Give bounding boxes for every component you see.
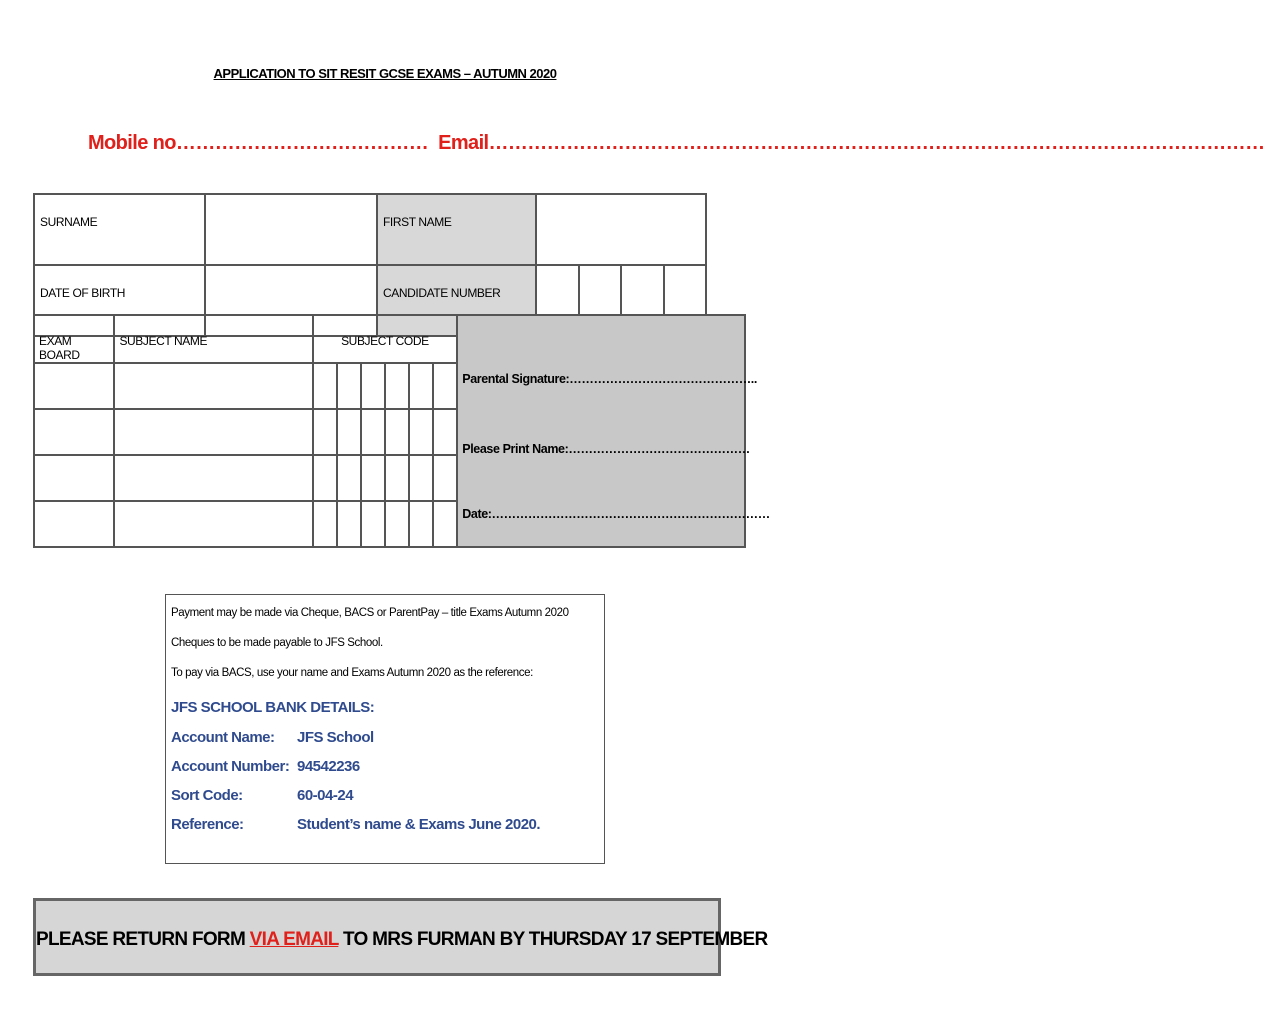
subject-name-input[interactable] — [114, 363, 312, 409]
subject-code-box[interactable] — [385, 363, 409, 409]
form-title: APPLICATION TO SIT RESIT GCSE EXAMS – AUTUMN 2020 — [213, 66, 557, 81]
first-name-label: FIRST NAME — [377, 194, 536, 265]
subject-code-box[interactable] — [409, 363, 433, 409]
exam-board-input[interactable] — [34, 363, 114, 409]
contact-line — [88, 132, 1265, 155]
subject-code-box[interactable] — [337, 501, 361, 547]
account-number-value: 94542236 — [297, 758, 360, 775]
signature-panel — [457, 315, 770, 547]
subject-code-box[interactable] — [361, 363, 385, 409]
subject-code-box[interactable] — [409, 455, 433, 501]
subject-code-box[interactable] — [385, 455, 409, 501]
account-name-value: JFS School — [297, 729, 374, 746]
subject-code-box[interactable] — [313, 363, 337, 409]
mobile-field[interactable]: Mobile no………………………………… — [88, 132, 429, 154]
account-number-label: Account Number: — [171, 758, 290, 775]
cheque-payee-text: Cheques to be made payable to JFS School. — [171, 637, 383, 649]
subject-code-header: SUBJECT CODE — [313, 315, 458, 363]
exam-board-input[interactable] — [34, 501, 114, 547]
subject-code-box[interactable] — [337, 363, 361, 409]
subject-code-box[interactable] — [385, 501, 409, 547]
bank-details-heading: JFS SCHOOL BANK DETAILS: — [171, 699, 375, 716]
dob-label: DATE OF BIRTH — [34, 265, 205, 336]
subject-code-box[interactable] — [385, 409, 409, 455]
subject-code-box[interactable] — [313, 455, 337, 501]
subject-code-box[interactable] — [433, 409, 457, 455]
subject-code-box[interactable] — [433, 455, 457, 501]
subject-name-input[interactable] — [114, 455, 312, 501]
subject-code-box[interactable] — [433, 501, 457, 547]
reference-label: Reference: — [171, 816, 244, 833]
subject-code-box[interactable] — [361, 409, 385, 455]
subject-name-header: SUBJECT NAME — [114, 315, 312, 363]
exam-board-input[interactable] — [34, 455, 114, 501]
sort-code-value: 60-04-24 — [297, 787, 354, 804]
return-instructions-text — [36, 929, 768, 951]
notice-text-start: PLEASE RETURN FORM — [36, 929, 250, 950]
subject-code-box[interactable] — [409, 409, 433, 455]
subject-code-box[interactable] — [361, 501, 385, 547]
subject-code-box[interactable] — [361, 455, 385, 501]
via-email-highlight: VIA EMAIL — [249, 929, 339, 950]
account-name-label: Account Name: — [171, 729, 275, 746]
surname-label: SURNAME — [34, 194, 205, 265]
subject-code-box[interactable] — [433, 363, 457, 409]
sort-code-label: Sort Code: — [171, 787, 243, 804]
notice-text-end: TO MRS FURMAN BY THURSDAY 17 SEPTEMBER — [338, 929, 768, 950]
first-name-input[interactable] — [536, 194, 706, 265]
print-name-field[interactable]: Please Print Name:……………………………………… — [462, 442, 750, 456]
payment-methods-text: Payment may be made via Cheque, BACS or ParentPay – title Exams Autumn 2020 — [171, 607, 569, 619]
parental-signature-field[interactable]: Parental Signature:……………………………………….. — [462, 372, 757, 386]
subject-code-box[interactable] — [337, 455, 361, 501]
subject-code-box[interactable] — [313, 409, 337, 455]
subject-code-box[interactable] — [337, 409, 361, 455]
subject-code-box[interactable] — [313, 501, 337, 547]
bacs-reference-text: To pay via BACS, use your name and Exams Autumn 2020 as the reference: — [171, 667, 533, 679]
subject-name-input[interactable] — [114, 501, 312, 547]
payment-info-box — [165, 594, 605, 864]
email-field[interactable]: Email………………………………………………………………………………………………………… — [438, 132, 1265, 154]
surname-input[interactable] — [205, 194, 377, 265]
candidate-number-label: CANDIDATE NUMBER — [377, 265, 536, 336]
subject-name-input[interactable] — [114, 409, 312, 455]
subjects-table — [33, 314, 770, 548]
reference-value: Student’s name & Exams June 2020. — [297, 816, 541, 833]
subject-code-box[interactable] — [409, 501, 433, 547]
exam-board-input[interactable] — [34, 409, 114, 455]
date-field[interactable]: Date:…………………………………………………………… — [462, 507, 770, 521]
exam-board-header: EXAM BOARD — [34, 315, 114, 363]
return-instructions-banner — [33, 898, 768, 976]
